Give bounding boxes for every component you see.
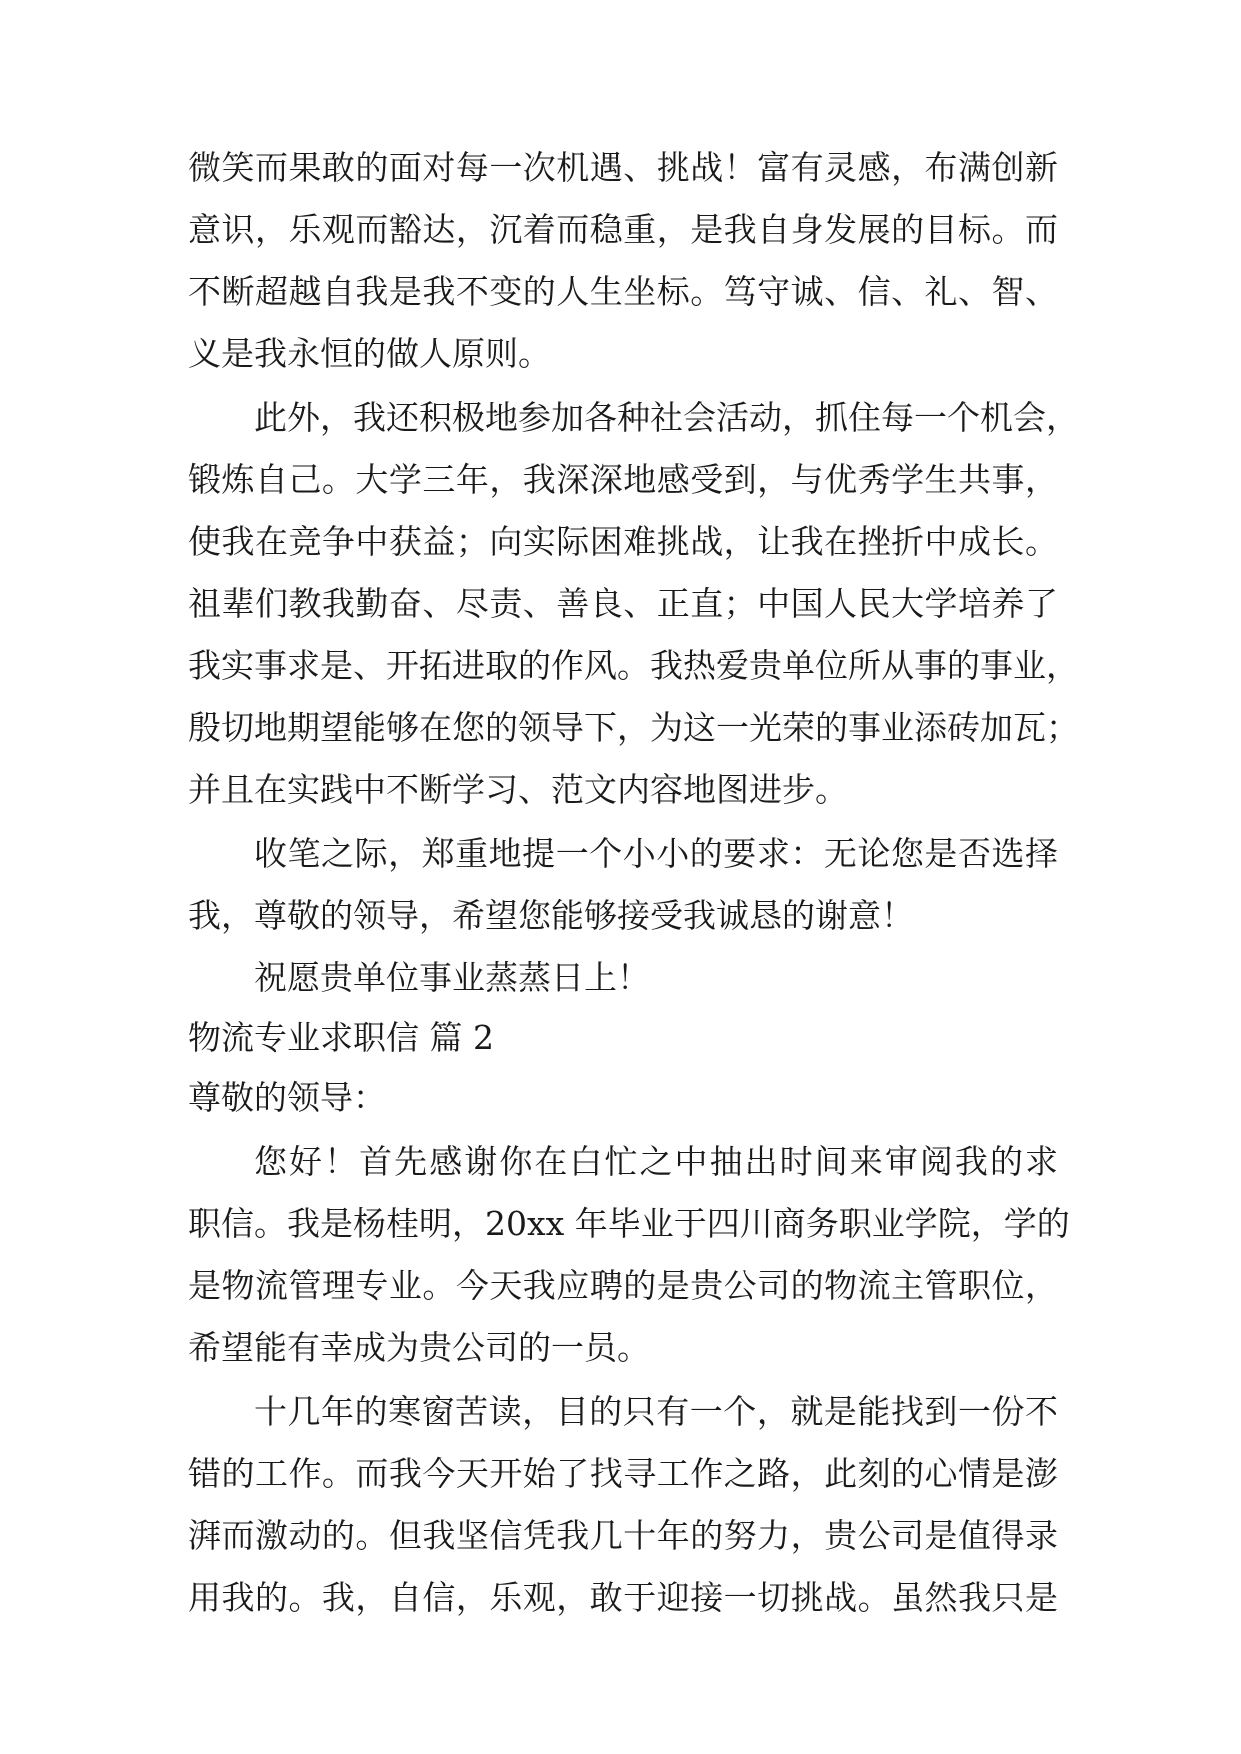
text-line: 锻炼自己。大学三年，我深深地感受到，与优秀学生共事， <box>188 460 1058 499</box>
text-line: 用我的。我，自信，乐观，敢于迎接一切挑战。虽然我只是 <box>188 1578 1058 1617</box>
text-line: 是物流管理专业。今天我应聘的是贵公司的物流主管职位， <box>188 1266 1058 1305</box>
text-line: 祝愿贵单位事业蒸蒸日上！ <box>254 958 650 997</box>
section-heading: 物流专业求职信 篇 2 <box>188 1018 494 1057</box>
text-line: 我实事求是、开拓进取的作风。我热爱贵单位所从事的事业， <box>188 646 1079 685</box>
text-line: 义是我永恒的做人原则。 <box>188 334 551 373</box>
text-line: 意识，乐观而豁达，沉着而稳重，是我自身发展的目标。而 <box>188 210 1058 249</box>
text-line: 错的工作。而我今天开始了找寻工作之路，此刻的心情是澎 <box>188 1454 1058 1493</box>
text-line: 微笑而果敢的面对每一次机遇、挑战！富有灵感，布满创新 <box>188 148 1058 187</box>
text-line: 希望能有幸成为贵公司的一员。 <box>188 1328 650 1367</box>
text-line: 十几年的寒窗苦读，目的只有一个，就是能找到一份不 <box>254 1392 1058 1431</box>
text-line: 殷切地期望能够在您的领导下，为这一光荣的事业添砖加瓦； <box>188 708 1079 747</box>
text-line: 并且在实践中不断学习、范文内容地图进步。 <box>188 770 848 809</box>
text-line: 收笔之际，郑重地提一个小小的要求：无论您是否选择 <box>254 834 1058 873</box>
salutation: 尊敬的领导： <box>188 1078 386 1117</box>
text-line: 职信。我是杨桂明，20xx 年毕业于四川商务职业学院，学的 <box>188 1204 1070 1243</box>
text-line: 祖辈们教我勤奋、尽责、善良、正直；中国人民大学培养了 <box>188 584 1058 623</box>
text-line: 湃而激动的。但我坚信凭我几十年的努力，贵公司是值得录 <box>188 1516 1058 1555</box>
text-line: 您好！首先感谢你在白忙之中抽出时间来审阅我的求 <box>254 1142 1058 1181</box>
text-line: 我，尊敬的领导，希望您能够接受我诚恳的谢意！ <box>188 896 914 935</box>
text-line: 不断超越自我是我不变的人生坐标。笃守诚、信、礼、智、 <box>188 272 1058 311</box>
text-line: 使我在竞争中获益；向实际困难挑战，让我在挫折中成长。 <box>188 522 1058 561</box>
text-line: 此外，我还积极地参加各种社会活动，抓住每一个机会， <box>254 398 1079 437</box>
